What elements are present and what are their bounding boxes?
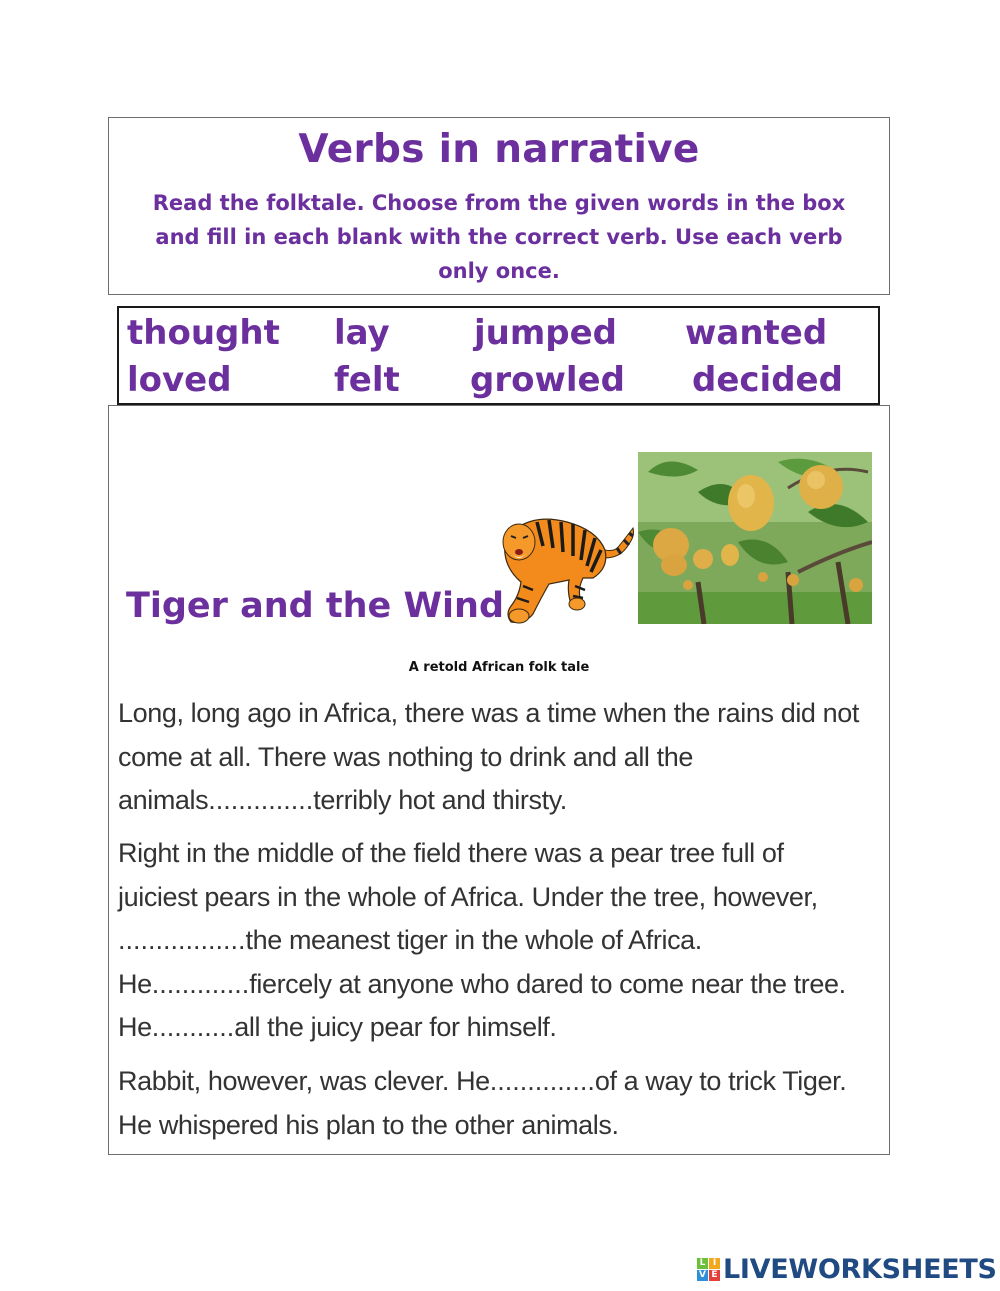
blank-5[interactable]: .............. — [489, 1066, 595, 1096]
word-bank-item: felt — [334, 360, 400, 400]
tiger-illustration — [497, 506, 639, 626]
blank-4[interactable]: ........... — [151, 1012, 235, 1042]
liveworksheets-logo — [697, 1253, 997, 1285]
header-box — [108, 117, 890, 295]
word-bank — [117, 306, 880, 405]
blank-1[interactable]: .............. — [208, 785, 314, 815]
page-title: Verbs in narrative — [298, 127, 700, 172]
text: of a way to trick Tiger. He whispered his plan to the other animals. — [118, 1066, 847, 1140]
story-paragraph-2 — [118, 832, 869, 1050]
logo-letter: V — [697, 1270, 708, 1281]
story-paragraph-1 — [118, 692, 869, 823]
logo-letter: E — [709, 1270, 720, 1281]
word-bank-item: loved — [127, 360, 232, 400]
text: terribly hot and thirsty. — [313, 785, 567, 815]
word-bank-item: growled — [470, 360, 625, 400]
text: Right in the middle of the field there was a pear tree full of juiciest pears in the whole of Africa. Under the tree, however, — [118, 838, 818, 912]
logo-letter: L — [697, 1258, 708, 1269]
blank-2[interactable]: ................. — [118, 925, 246, 955]
logo-letter: I — [709, 1258, 720, 1269]
pear-tree-photo — [638, 452, 872, 624]
word-bank-item: decided — [692, 360, 843, 400]
blank-3[interactable]: ............. — [151, 968, 250, 999]
tiger-icon — [497, 506, 639, 626]
logo-badge-icon — [697, 1258, 720, 1281]
text: fiercely at anyone who dared to come near the tree. He — [118, 968, 846, 1042]
text: all the juicy pear for himself. — [234, 1012, 557, 1042]
pear-tree-image — [638, 452, 872, 624]
story-paragraph-3 — [118, 1060, 869, 1147]
word-bank-item: thought — [127, 313, 280, 353]
word-bank-item: wanted — [685, 313, 828, 353]
instructions: Read the folktale. Choose from the given words in the box and fill in each blank with the correct verb. Use each verb only once. — [152, 191, 846, 283]
text: Long, long ago in Africa, there was a time when the rains did not come at all. There was nothing to drink and all the animals — [118, 698, 859, 815]
story-box — [108, 405, 890, 1155]
word-bank-item: jumped — [474, 313, 618, 353]
story-title: Tiger and the Wind — [126, 586, 505, 626]
story-subtitle: A retold African folk tale — [408, 660, 590, 675]
text: Rabbit, however, was clever. He — [118, 1066, 490, 1096]
logo-text: LIVEWORKSHEETS — [723, 1253, 997, 1285]
word-bank-item: lay — [334, 313, 390, 353]
text: the meanest tiger in the whole of Africa. He — [118, 925, 702, 999]
